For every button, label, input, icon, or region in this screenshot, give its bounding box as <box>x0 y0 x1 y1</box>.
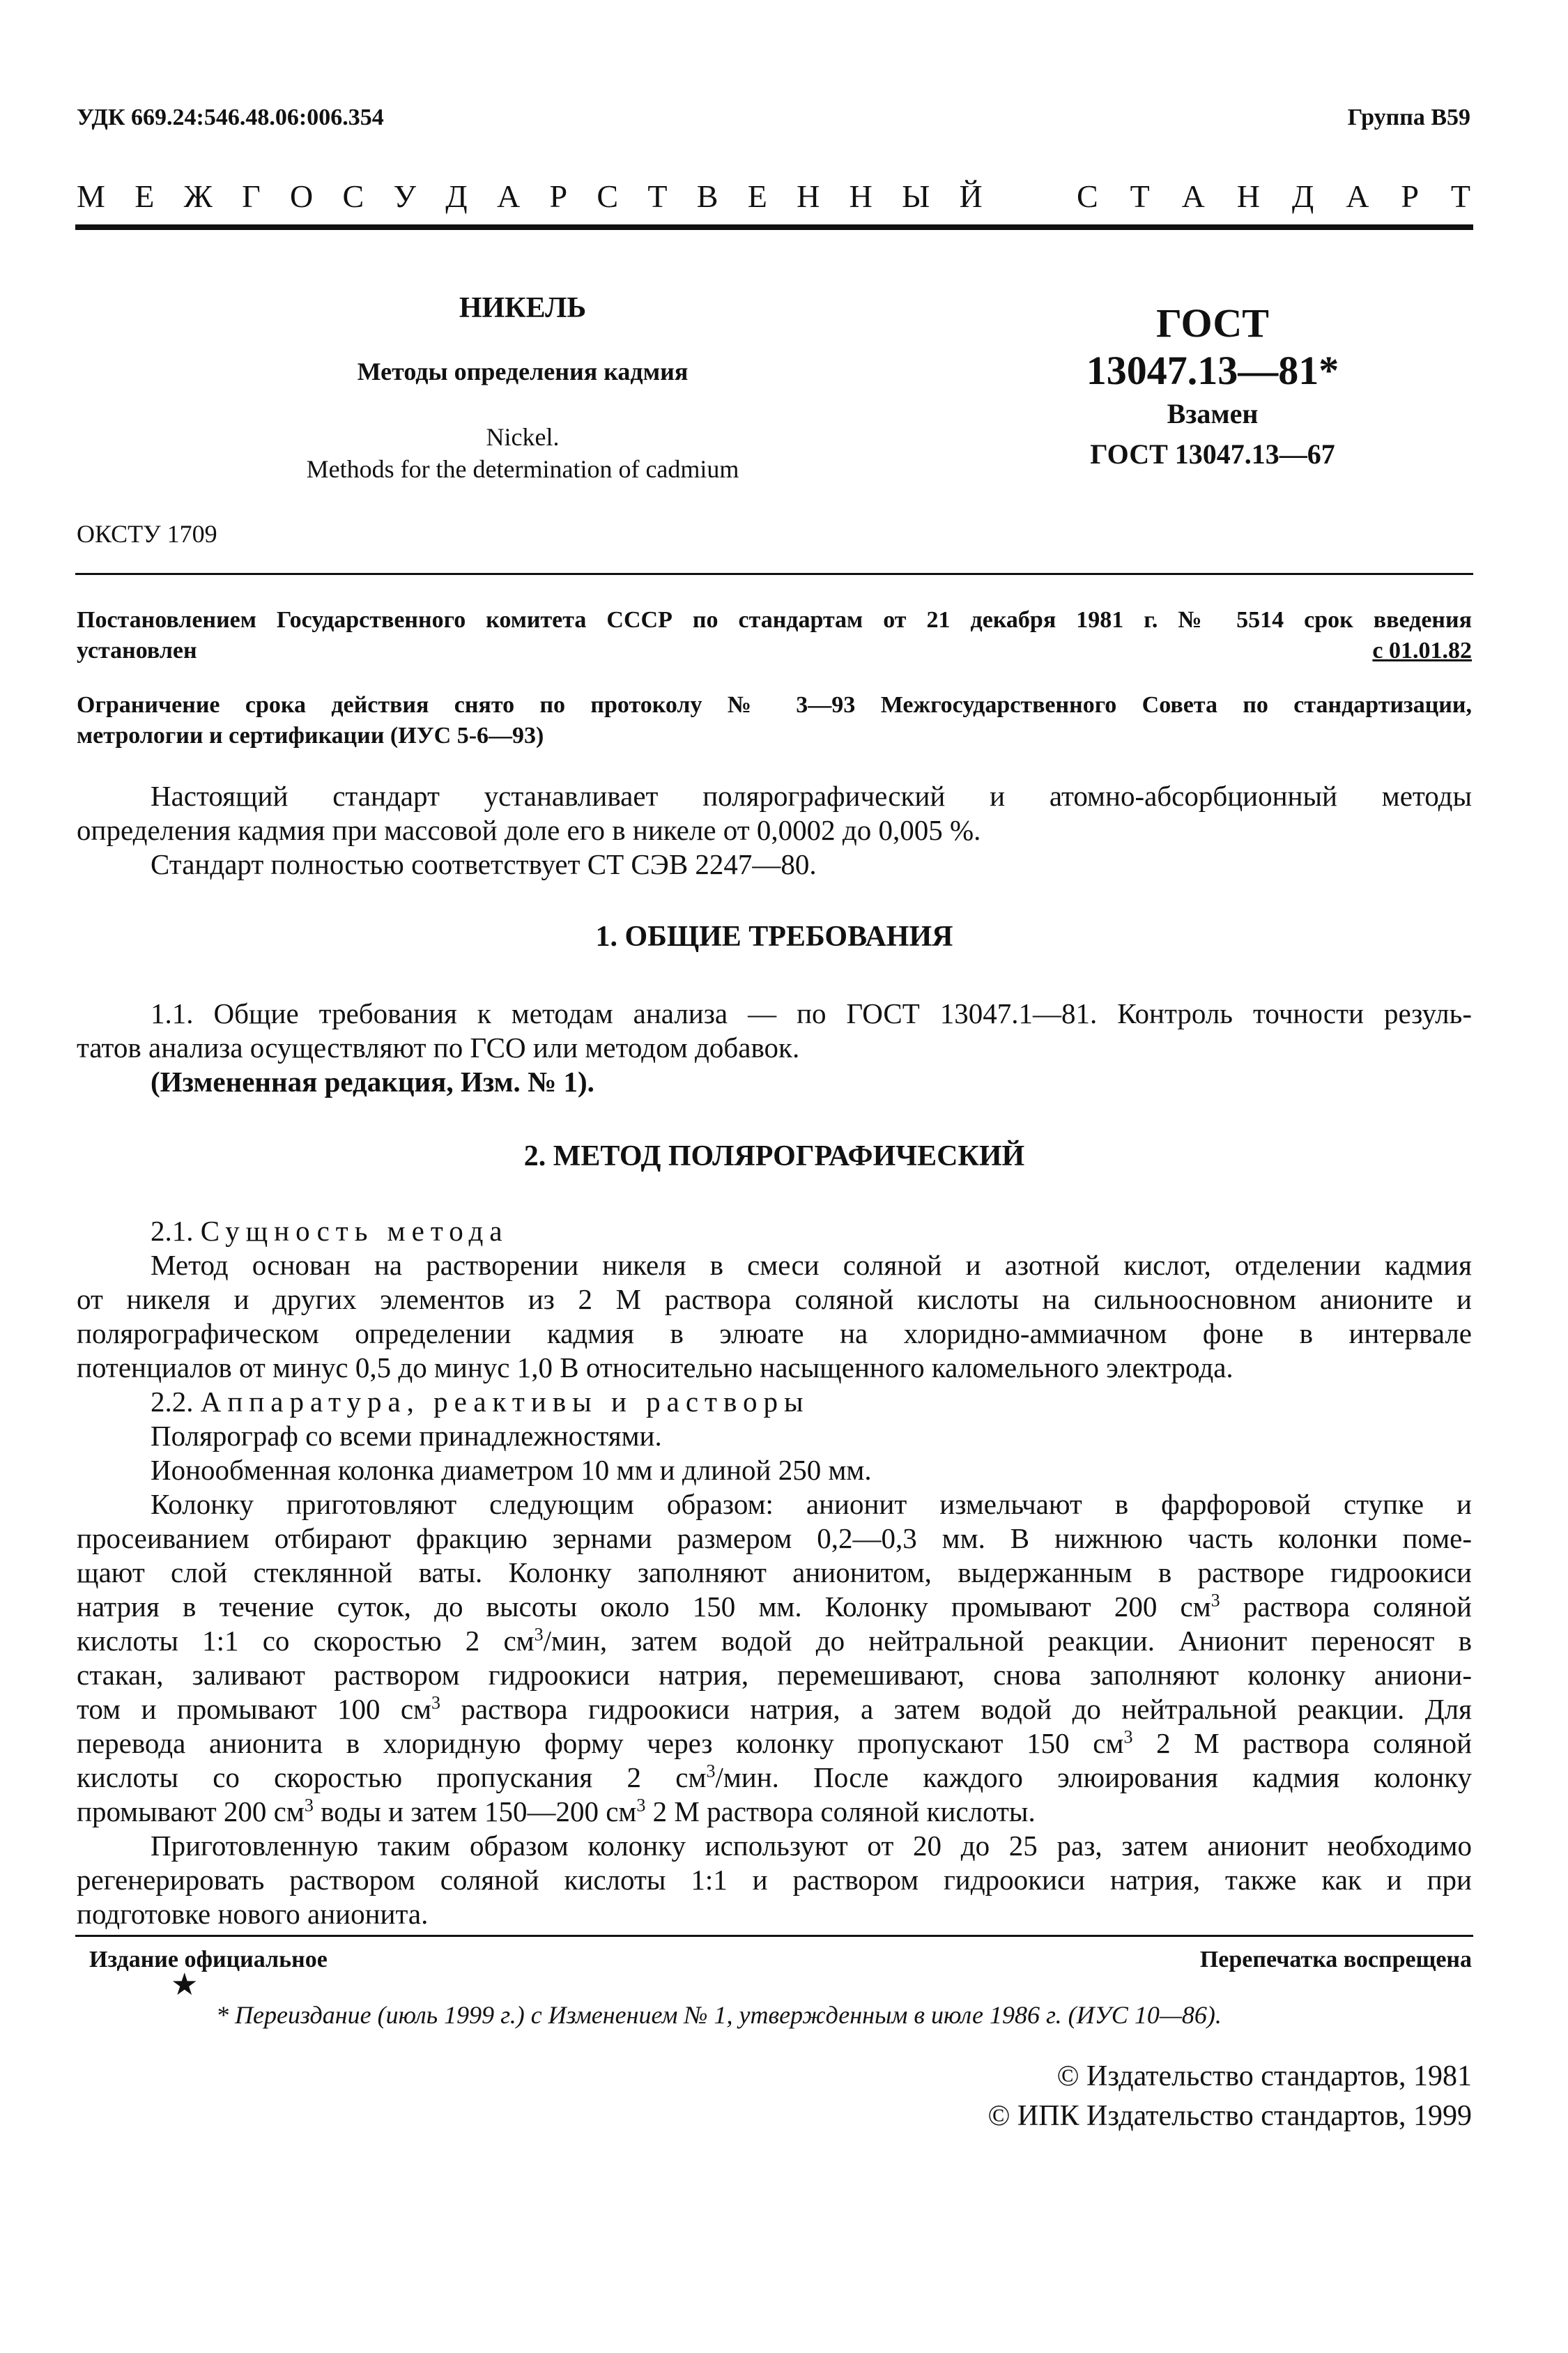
s21-line4: потенциалов от минус 0,5 до минус 1,0 В относительно насыщенного каломельного электрода. <box>77 1351 1233 1384</box>
decree-line2-left: установлен <box>77 638 197 664</box>
section1-heading: 1. ОБЩИЕ ТРЕБОВАНИЯ <box>595 921 953 953</box>
replaces-label: Взамен <box>1167 398 1259 429</box>
subtitle-en: Methods for the determination of cadmium <box>306 455 739 483</box>
intro <box>77 779 1472 882</box>
col-line2: просеиванием отбирают фракцию зернами размером 0,2—0,3 мм. В нижнюю часть колонки поме- <box>77 1522 1472 1554</box>
s21-line3: полярографическом определении кадмия в элюате на хлоридно-аммиачном фоне в интервале <box>77 1317 1472 1349</box>
title-en: Nickel. <box>486 423 560 451</box>
replaces-gost: ГОСТ 13047.13—67 <box>1090 438 1335 470</box>
decree-line1: Постановлением Государственного комитета СССР по стандартам от 21 декабря 1981 г. № 5514 срок введения <box>77 607 1472 633</box>
col-line7: том и промывают 100 $см^3$ раствора гидроокиси натрия, а затем водой до нейтральной реакции. Для <box>77 1692 1472 1725</box>
intro-line1: Настоящий стандарт устанавливает полярографический и атомно-абсорбционный методы <box>151 780 1472 812</box>
s22-polarograph: Полярограф со всеми принадлежностями. <box>151 1420 662 1452</box>
reprint-prohibited: Перепечатка воспрещена <box>1199 1947 1472 1972</box>
restriction-line1: Ограничение срока действия снято по протоколу № 3—93 Межгосударственного Совета по стандартизации, <box>77 692 1472 718</box>
s21-heading: 2.1. Сущность метода <box>151 1215 509 1247</box>
copyright-1999: © ИПК Издательство стандартов, 1999 <box>987 2100 1472 2132</box>
subtitle-ru: Методы определения кадмия <box>357 358 689 385</box>
reuse-line2: регенерировать раствором соляной кислоты 1:1 и раствором гидроокиси натрия, также как и при <box>77 1864 1472 1896</box>
col-line4: натрия в течение суток, до высоты около 150 мм. Колонку промывают 200 $см^3$ раствора соляной <box>77 1590 1472 1623</box>
section1-body <box>77 997 1472 1099</box>
reuse-line1: Приготовленную таким образом колонку используют от 20 до 25 раз, затем анионит необходимо <box>151 1830 1472 1862</box>
s21-line1: Метод основан на растворении никеля в смеси соляной и азотной кислот, отделении кадмия <box>151 1249 1472 1281</box>
intro-conformity: Стандарт полностью соответствует СТ СЭВ 2247—80. <box>151 848 817 880</box>
s11-amendment: (Измененная редакция, Изм. № 1). <box>151 1066 594 1098</box>
section2-heading: 2. МЕТОД ПОЛЯРОГРАФИЧЕСКИЙ <box>523 1140 1025 1172</box>
okstu-code: ОКСТУ 1709 <box>77 520 217 548</box>
col-line3: щают слой стеклянной ваты. Колонку заполняют анионитом, выдержанным в растворе гидроокиси <box>77 1556 1472 1588</box>
banner-left: М Е Ж Г О С У Д А Р С Т В Е Н Н Ы Й <box>77 178 983 214</box>
title-ru: НИКЕЛЬ <box>459 292 587 324</box>
official-edition: Издание официальное <box>89 1947 328 1972</box>
copyright-1981: © Издательство стандартов, 1981 <box>1056 2060 1472 2092</box>
gost-number: 13047.13—81* <box>1086 348 1339 393</box>
star-icon: ★ <box>171 1968 199 2002</box>
footer-rule <box>75 1935 1473 1937</box>
col-line10: промывают 200 $см^3$ воды и затем 150—200 $см^3$ 2 М раствора соляной кислоты. <box>77 1795 1036 1827</box>
section2-body <box>77 1214 1472 1931</box>
reissue-note: * Переиздание (июль 1999 г.) с Изменением № 1, утвержденным в июле 1986 г. (ИУС 10—86). <box>216 2001 1222 2029</box>
col-line5: кислоты 1:1 со скоростью 2 $см^3$/мин, затем водой до нейтральной реакции. Анионит переносят в <box>77 1624 1472 1657</box>
reuse-line3: подготовке нового анионита. <box>77 1898 429 1930</box>
banner-rule <box>75 224 1473 230</box>
gost-label: ГОСТ <box>1156 300 1269 346</box>
udk-code: УДК 669.24:546.48.06:006.354 <box>77 105 384 130</box>
s11-line1: 1.1. Общие требования к методам анализа — по ГОСТ 13047.1—81. Контроль точности резуль- <box>151 997 1472 1029</box>
title-rule <box>75 573 1473 575</box>
intro-line2: определения кадмия при массовой доле его в никеле от 0,0002 до 0,005 %. <box>77 814 981 846</box>
group-code: Группа B59 <box>1347 105 1470 130</box>
col-line1: Колонку приготовляют следующим образом: анионит измельчают в фарфоровой ступке и <box>151 1488 1472 1520</box>
restriction-line2: метрологии и сертификации (ИУС 5-6—93) <box>77 723 544 749</box>
col-line6: стакан, заливают раствором гидроокиси натрия, перемешивают, снова заполняют колонку аниони- <box>77 1659 1472 1691</box>
col-line9: кислоты со скоростью пропускания 2 $см^3$/мин. После каждого элюирования кадмия колонку <box>77 1761 1472 1793</box>
s22-column: Ионообменная колонка диаметром 10 мм и длиной 250 мм. <box>151 1454 872 1486</box>
s21-line2: от никеля и других элементов из 2 М раствора соляной кислоты на сильноосновном анионите и <box>77 1283 1472 1315</box>
banner-right: С Т А Н Д А Р Т <box>1077 178 1470 214</box>
col-line8: перевода анионита в хлоридную форму через колонку пропускают 150 $см^3$ 2 М раствора соляной <box>77 1726 1473 1759</box>
decree-date: с 01.01.82 <box>1372 638 1472 664</box>
s22-heading: 2.2. Аппаратура, реактивы и растворы <box>151 1386 810 1418</box>
s11-line2: татов анализа осуществляют по ГСО или методом добавок. <box>77 1032 800 1064</box>
